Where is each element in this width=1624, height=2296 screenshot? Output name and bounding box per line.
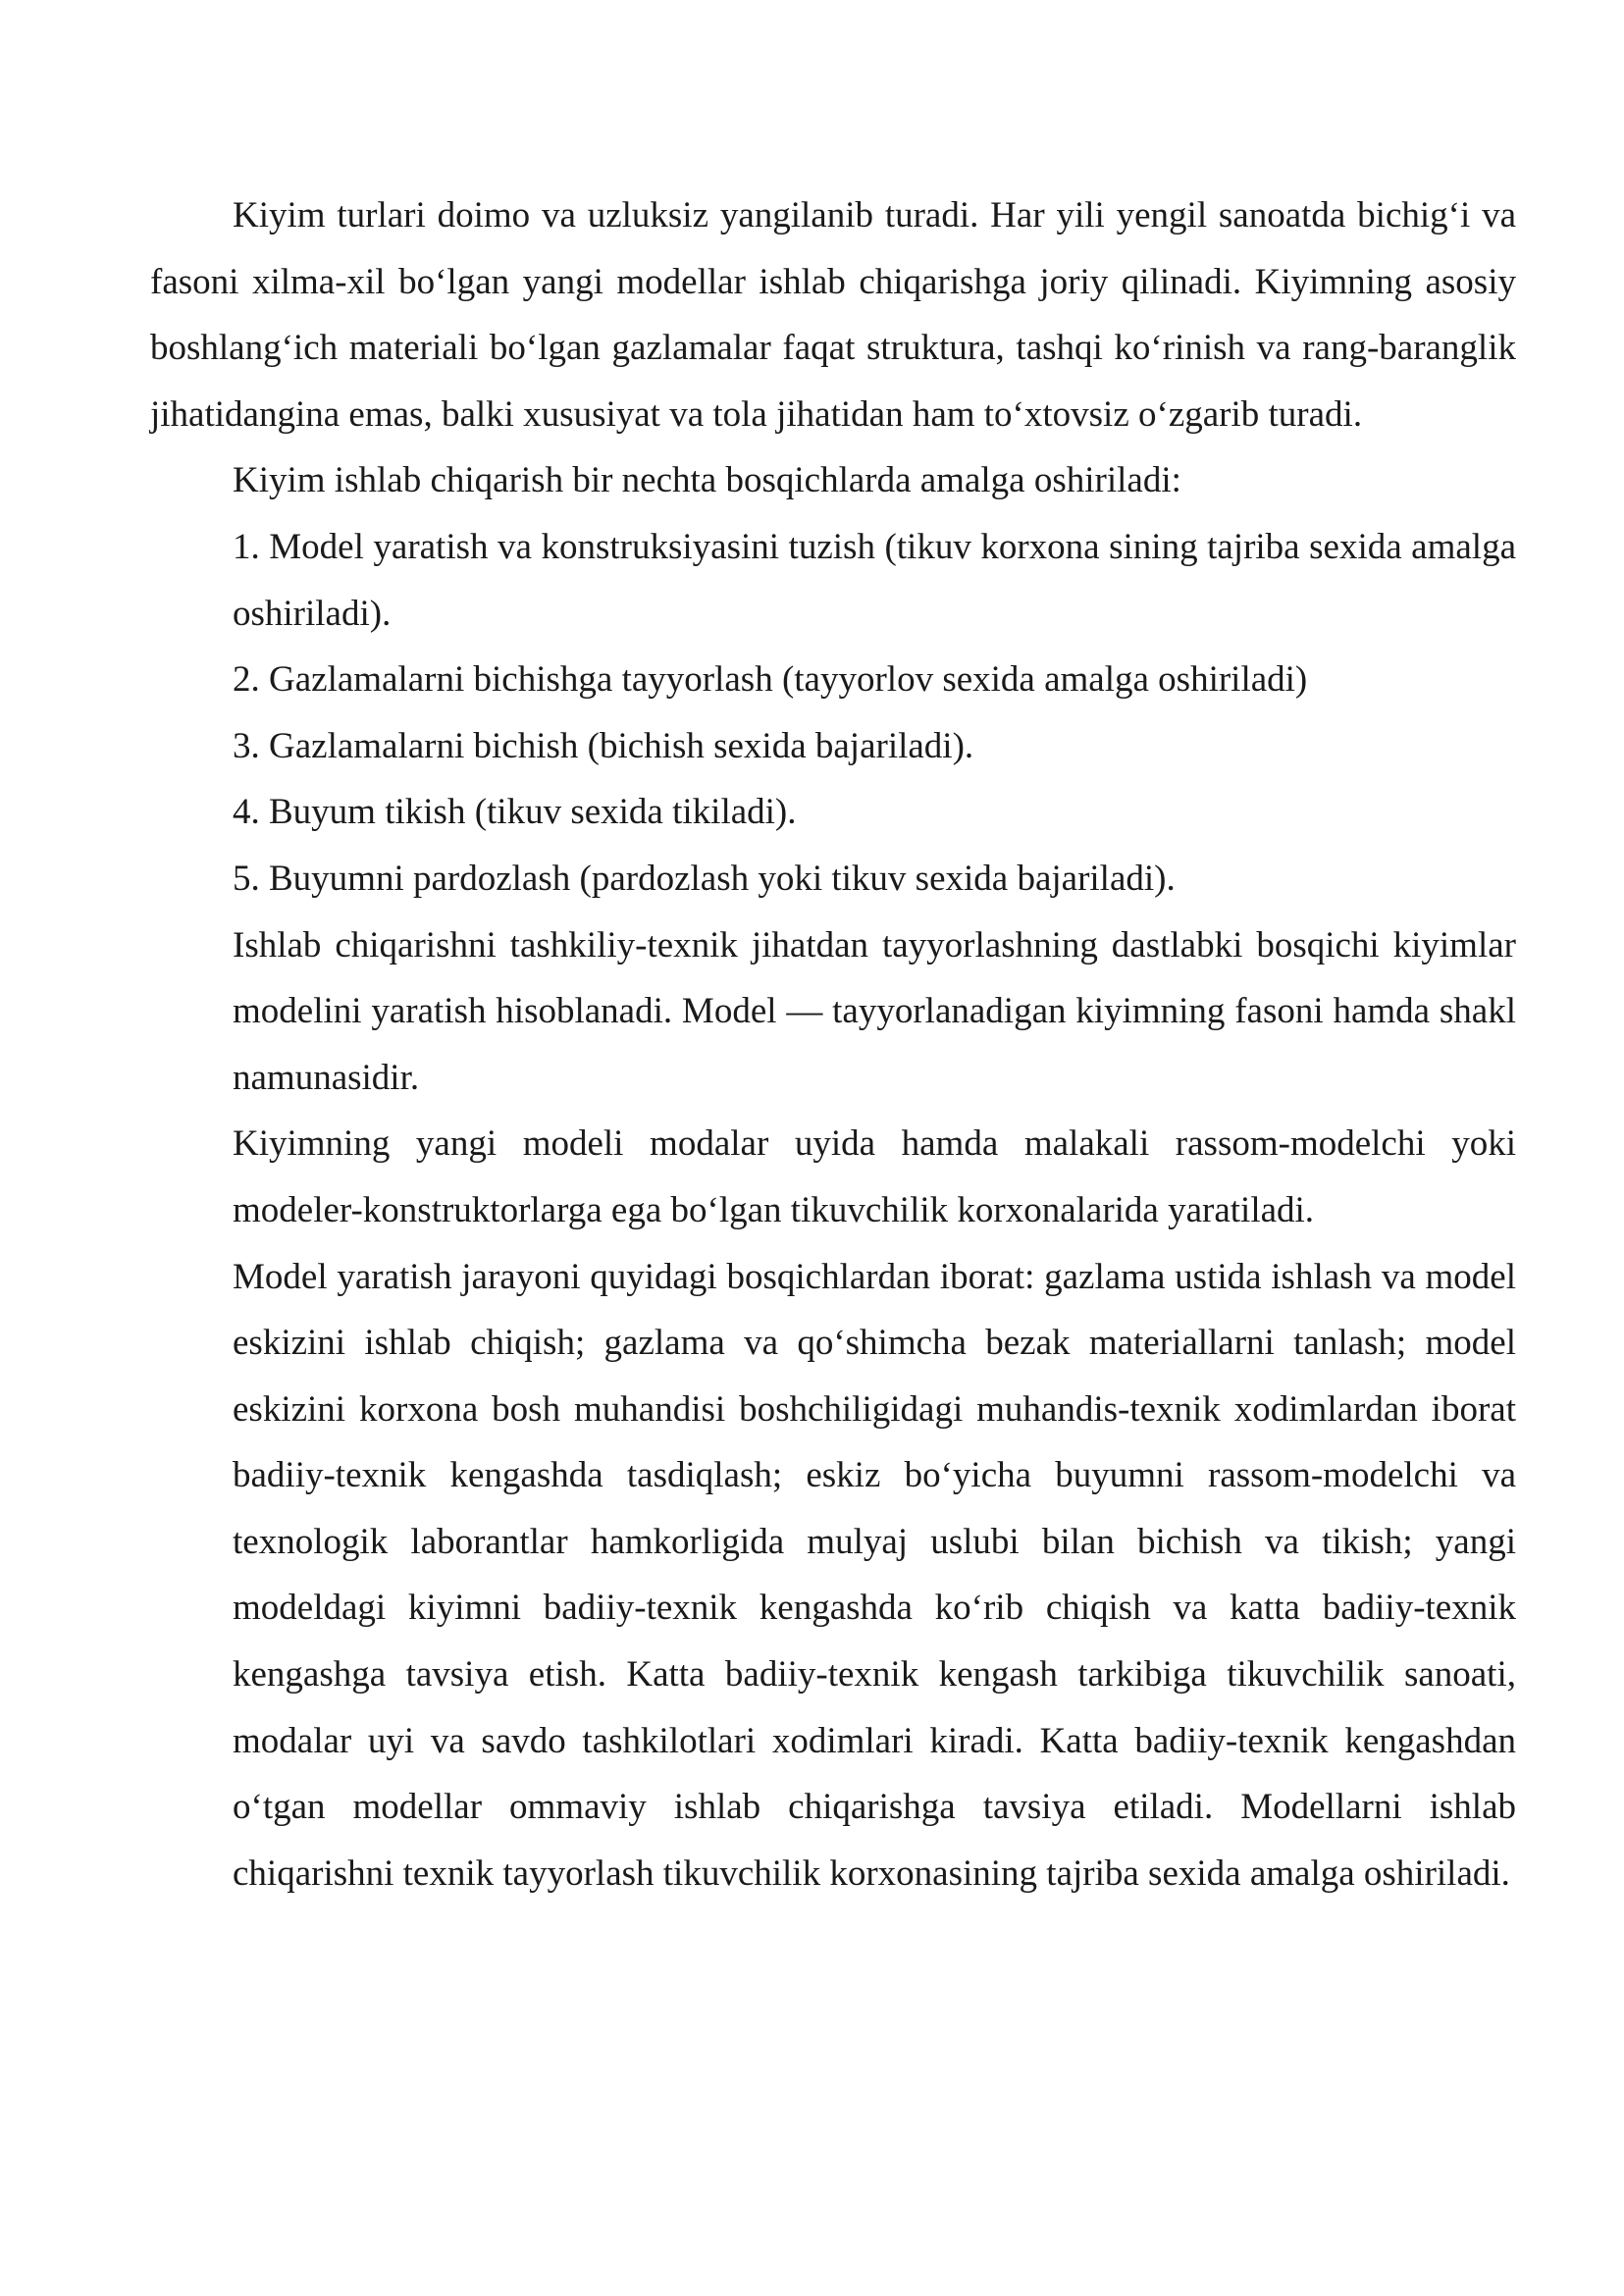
list-item-3: 3. Gazlamalarni bichish (bichish sexida bajariladi). [233,725,974,766]
list-item-4: 4. Buyum tikish (tikuv sexida tikiladi). [233,792,797,833]
paragraph-model-process: Model yaratish jarayoni quyidagi bosqichlardan iborat: gazlama ustida ishlash va model eskizini ishlab chiqish; gazlama va qo‘shimcha bezak materiallarni tanlash; model eskizini korxona bosh muhandisi boshchiligidagi muhandis-texnik xodimlardan iborat badiiy-texnik kengashda tasdiqlash; eskiz bo‘yicha buyumni rassom-modelchi va texnologik laborantlar hamkorligida mulyaj uslubi bilan bichish va tikish; yangi modeldagi kiyimni badiiy-texnik kengashda ko‘rib chiqish va katta badiiy-texnik kengashga tavsiya etish. Katta badiiy-texnik kengash tarkibiga tikuvchilik sanoati, modalar uyi va savdo tashkilotlari xodimlari kiradi. Katta badiiy-texnik kengashdan o‘tgan modellar ommaviy ishlab chiqarishga tavsiya etiladi. Modellarni ishlab chiqarishni texnik tayyorlash tikuvchilik korxonasining tajriba sexida amalga oshiriladi. [233,1256,1516,1894]
paragraph-stages-intro: Kiyim ishlab chiqarish bir nechta bosqichlarda amalga oshiriladi: [233,460,1181,501]
list-item-5: 5. Buyumni pardozlash (pardozlash yoki tikuv sexida bajariladi). [233,858,1176,899]
paragraph-model-definition: Ishlab chiqarishni tashkiliy-texnik jihatdan tayyorlashning dastlabki bosqichi kiyimlar modelini yaratish hisoblanadi. Model — tayyorlanadigan kiyimning fasoni hamda shakl namunasidir. [233,924,1516,1098]
paragraph-intro: Kiyim turlari doimo va uzluksiz yangilanib turadi. Har yili yengil sanoatda bichig‘i va fasoni xilma-xil bo‘lgan yangi modellar ishlab chiqarishga joriy qilinadi. Kiyimning asosiy boshlang‘ich materiali bo‘lgan gazlamalar faqat struktura, tashqi ko‘rinish va rang-baranglik jihatidangina emas, balki xususiyat va tola jihatidan ham to‘xtovsiz o‘zgarib turadi. [150,195,1516,435]
list-item-1: 1. Model yaratish va konstruksiyasini tuzish (tikuv korxona sining tajriba sexida amalga oshiriladi). [233,526,1516,634]
paragraph-fashion-houses: Kiyimning yangi modeli modalar uyida hamda malakali rassom-modelchi yoki modeler-konstruktorlarga ega bo‘lgan tikuvchilik korxonalarida yaratiladi. [233,1123,1516,1230]
document-body [150,183,1516,1906]
list-item-2: 2. Gazlamalarni bichishga tayyorlash (tayyorlov sexida amalga oshiriladi) [233,659,1308,701]
